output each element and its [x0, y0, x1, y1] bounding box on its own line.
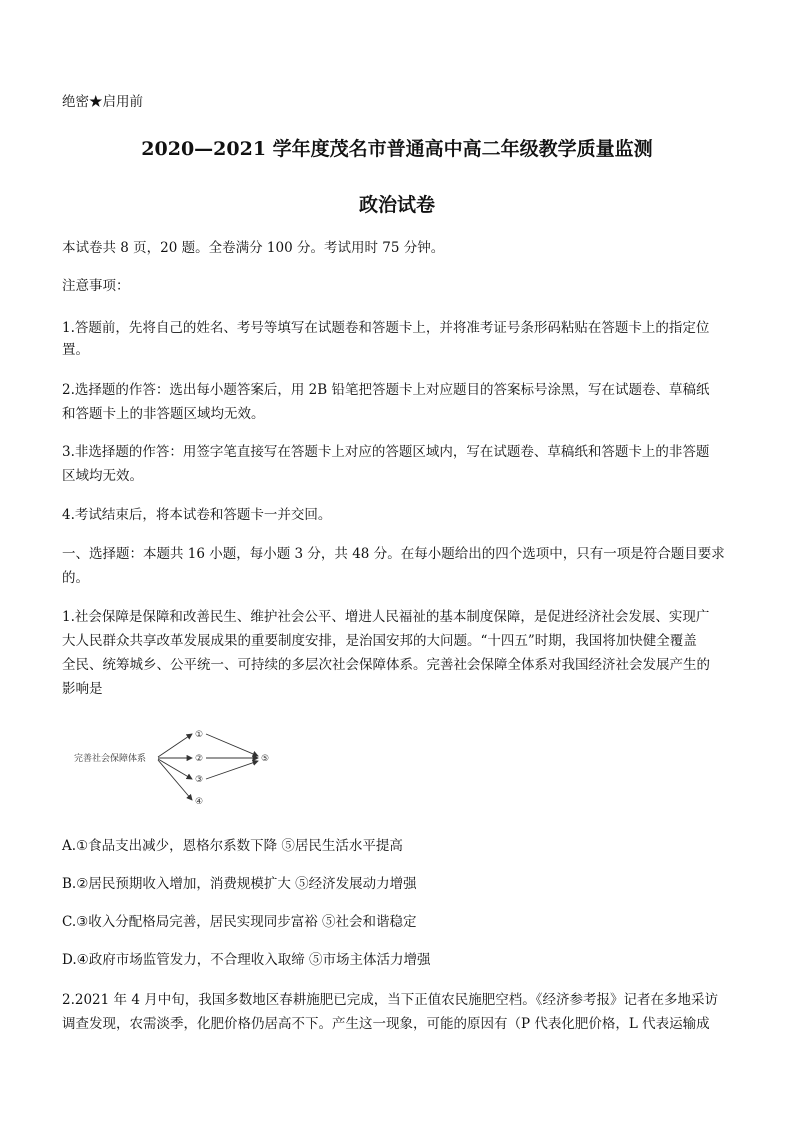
- confidential-label: 绝密★启用前: [62, 94, 143, 110]
- notes-heading: 注意事项：: [62, 278, 130, 294]
- note-3-line-2: 区域均无效。: [62, 468, 143, 484]
- note-1-line-1: 1.答题前，先将自己的姓名、考号等填写在试题卷和答题卡上，并将准考证号条形码粘贴在答题卡上的指定位: [62, 320, 710, 336]
- q1-option-d: D.④政府市场监管发力，不合理收入取缔 ⑤市场主体活力增强: [62, 952, 431, 968]
- q1-line-3: 全民、统筹城乡、公平统一、可持续的多层次社会保障体系。完善社会保障全体系对我国经济社会发展产生的: [62, 657, 710, 673]
- diagram-target-5: ⑤: [261, 754, 270, 764]
- q1-option-a: A.①食品支出减少，恩格尔系数下降 ⑤居民生活水平提高: [62, 838, 403, 854]
- diagram-source-label: 完善社会保障体系: [74, 754, 147, 764]
- exam-title: 2020—2021 学年度茂名市普通高中高二年级教学质量监测: [141, 138, 653, 160]
- q1-line-2: 大人民群众共享改革发展成果的重要制度安排，是治国安邦的大问题。“十四五”时期，我国将加快健全覆盖: [62, 633, 697, 649]
- section-1-line-2: 的。: [62, 570, 89, 586]
- note-2-line-2: 和答题卡上的非答题区域均无效。: [62, 406, 265, 422]
- diagram-node-3: ③: [195, 775, 204, 785]
- note-1-line-2: 置。: [62, 342, 89, 358]
- note-3-line-1: 3.非选择题的作答：用签字笔直接写在答题卡上对应的答题区域内，写在试题卷、草稿纸和答题卡上的非答题: [62, 444, 710, 460]
- q1-line-4: 影响是: [62, 681, 103, 697]
- q2-line-1: 2.2021 年 4 月中旬，我国多数地区春耕施肥已完成，当下正值农民施肥空档。《经济参考报》记者在多地采访: [62, 992, 718, 1008]
- q1-option-b: B.②居民预期收入增加，消费规模扩大 ⑤经济发展动力增强: [62, 876, 417, 892]
- section-1-line-1: 一、选择题：本题共 16 小题，每小题 3 分，共 48 分。在每小题给出的四个选项中，只有一项是符合题目要求: [62, 546, 725, 562]
- q1-line-1: 1.社会保障是保障和改善民生、维护社会公平、增进人民福祉的基本制度保障，是促进经济社会发展、实现广: [62, 609, 710, 625]
- intro-text: 本试卷共 8 页，20 题。全卷满分 100 分。考试用时 75 分钟。: [62, 240, 445, 256]
- q1-flow-diagram: [70, 722, 300, 822]
- exam-subtitle: 政治试卷: [358, 194, 435, 216]
- diagram-arrows: [158, 734, 258, 800]
- note-2-line-1: 2.选择题的作答：选出每小题答案后，用 2B 铅笔把答题卡上对应题目的答案标号涂黑，写在试题卷、草稿纸: [62, 382, 710, 398]
- note-4-line-1: 4.考试结束后，将本试卷和答题卡一并交回。: [62, 507, 332, 523]
- diagram-node-1: ①: [195, 730, 204, 740]
- q2-line-2: 调查发现，农需淡季，化肥价格仍居高不下。产生这一现象，可能的原因有（P 代表化肥价格，L 代表运输成: [62, 1016, 710, 1032]
- diagram-node-4: ④: [195, 797, 204, 807]
- diagram-node-2: ②: [195, 754, 204, 764]
- q1-option-c: C.③收入分配格局完善，居民实现同步富裕 ⑤社会和谐稳定: [62, 914, 417, 930]
